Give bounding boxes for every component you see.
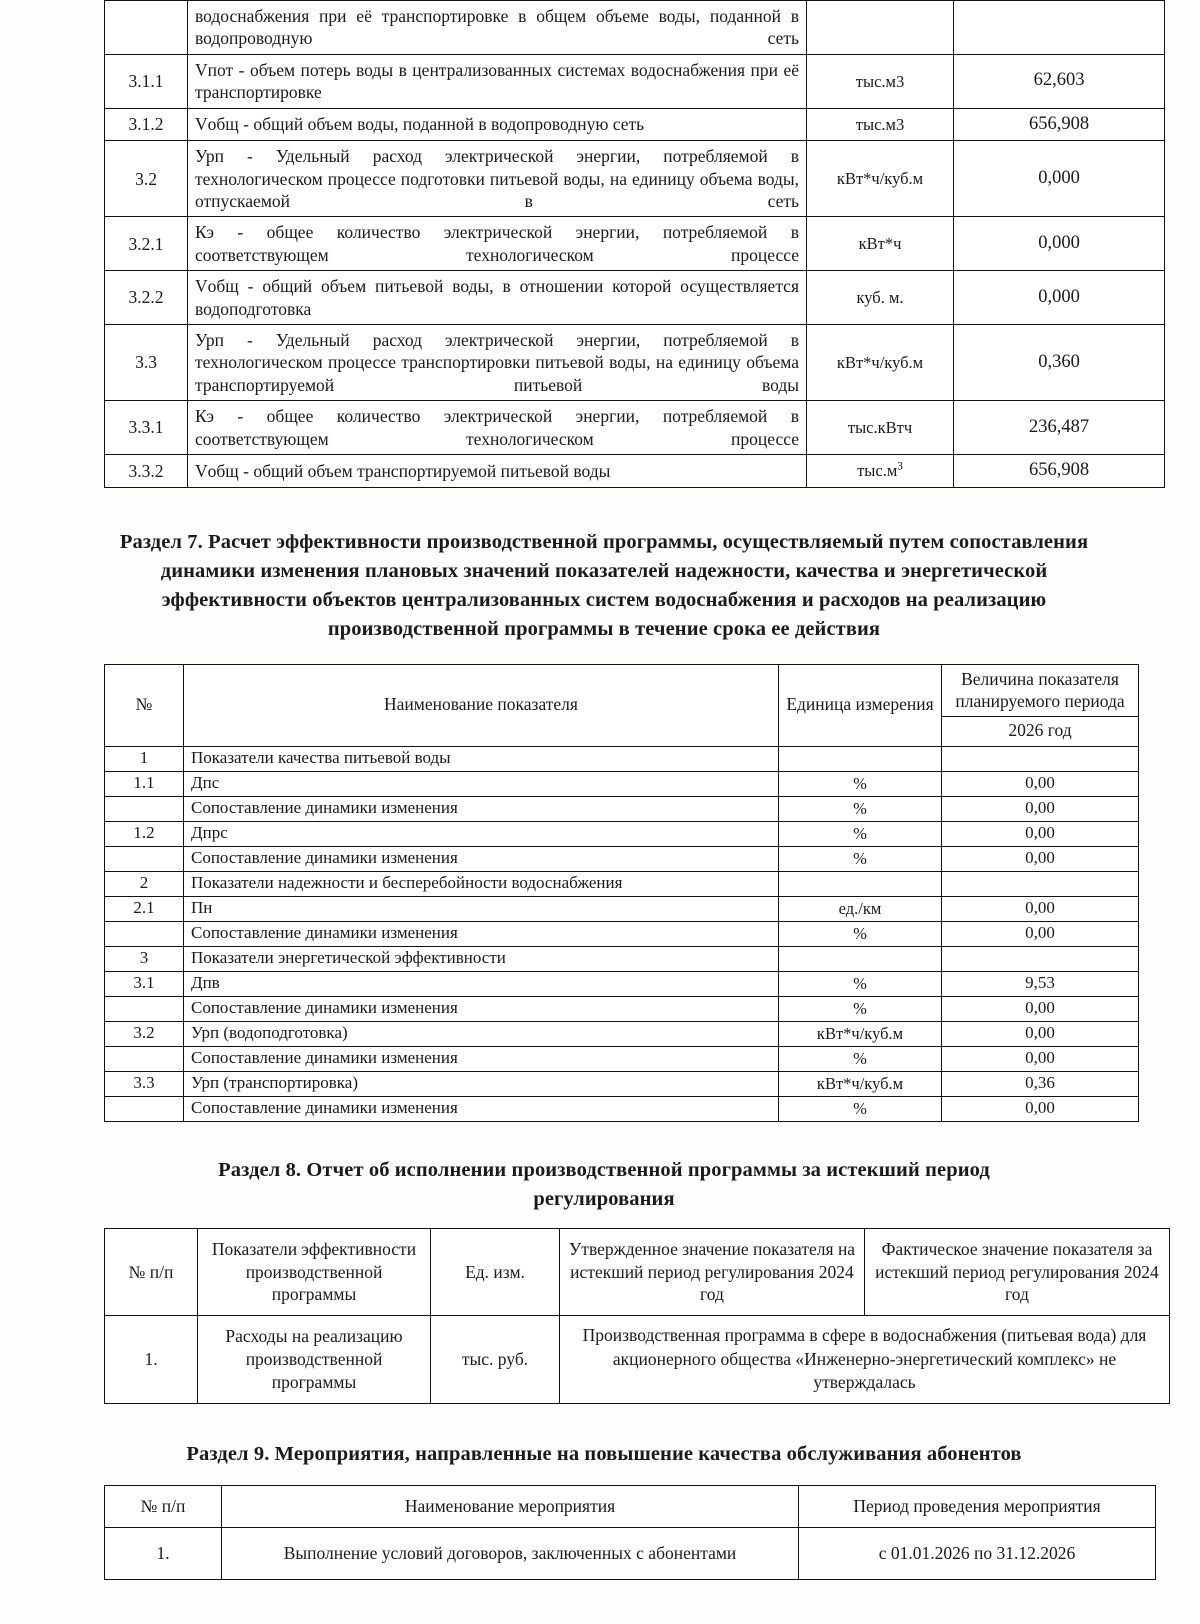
- row-number: 1: [105, 746, 184, 771]
- row-value: 0,00: [942, 1096, 1139, 1121]
- header-value-group: [942, 665, 1139, 747]
- row-value: 0,00: [942, 1021, 1139, 1046]
- row-value: 0,000: [954, 271, 1165, 325]
- table-row: [105, 771, 1139, 796]
- table-row: [105, 324, 1165, 400]
- row-indicator-name: Дпс: [184, 771, 779, 796]
- row-merged-note: Производственная программа в сфере в водоснабжения (питьевая вода) для акционерного общества «Инженерно-энергетический комплекс» не утверждалась: [560, 1316, 1170, 1404]
- table-row: [105, 796, 1139, 821]
- row-unit: [779, 871, 942, 896]
- row-number: 3.2.1: [105, 217, 188, 271]
- header-measure-name: Наименование мероприятия: [222, 1486, 799, 1528]
- header-value-title: Величина показателя планируемого периода: [942, 665, 1138, 717]
- row-unit: %: [779, 796, 942, 821]
- row-unit: кВт*ч: [807, 217, 954, 271]
- row-number: [105, 921, 184, 946]
- row-value: [942, 946, 1139, 971]
- header-approved-value: Утвержденное значение показателя на истекший период регулирования 2024 год: [560, 1228, 865, 1315]
- row-unit: %: [779, 996, 942, 1021]
- row-value: 0,00: [942, 996, 1139, 1021]
- section-9-measures-table: [104, 1485, 1156, 1580]
- row-value: 0,00: [942, 1046, 1139, 1071]
- table-row: [105, 1, 1165, 55]
- row-unit: тыс. руб.: [431, 1316, 560, 1404]
- row-value: 0,000: [954, 141, 1165, 217]
- row-value: 656,908: [954, 454, 1165, 487]
- row-unit: [807, 1, 954, 55]
- header-period: Период проведения мероприятия: [799, 1486, 1156, 1528]
- row-value: [942, 871, 1139, 896]
- table-header-row: [105, 665, 1139, 747]
- table-row: [105, 946, 1139, 971]
- table-row: [105, 217, 1165, 271]
- table-header-row: [105, 1486, 1156, 1528]
- header-number: № п/п: [105, 1486, 222, 1528]
- row-value: 236,487: [954, 401, 1165, 455]
- row-indicator-name: Кэ - общее количество электрической энергии, потребляемой в соответствующем технологическом процессе: [188, 401, 807, 455]
- header-value-year: 2026 год: [1008, 719, 1072, 740]
- row-indicator-name: Дпв: [184, 971, 779, 996]
- section-8-heading-line-1: Раздел 8. Отчет об исполнении производственной программы за истекший период: [218, 1158, 990, 1181]
- table-row: [105, 1071, 1139, 1096]
- row-unit: кВт*ч/куб.м: [807, 141, 954, 217]
- table-row: [105, 1527, 1156, 1579]
- row-number: 3.2: [105, 1021, 184, 1046]
- section-7-efficiency-table: [104, 664, 1139, 1122]
- table-row: [105, 454, 1165, 487]
- row-number: 1.: [105, 1527, 222, 1579]
- header-unit: Ед. изм.: [431, 1228, 560, 1315]
- row-number: 1.: [105, 1316, 198, 1404]
- row-unit: ед./км: [779, 896, 942, 921]
- row-unit: тыс.кВтч: [807, 401, 954, 455]
- row-number: 1.1: [105, 771, 184, 796]
- row-value: 0,36: [942, 1071, 1139, 1096]
- row-indicator-name: Показатели качества питьевой воды: [184, 746, 779, 771]
- row-unit: %: [779, 1096, 942, 1121]
- header-number: №: [105, 665, 184, 747]
- section-7-heading: Раздел 7. Расчет эффективности производственной программы, осуществляемый путем сопоставления динамики изменения плановых значений показателей надежности, качества и энергетической эффективности объектов централизованных систем водоснабжения и расходов на реализацию производственной программы в течение срока ее действия: [119, 530, 1089, 640]
- row-unit: кВт*ч/куб.м: [779, 1071, 942, 1096]
- row-unit: кВт*ч/куб.м: [807, 324, 954, 400]
- unit-superscript: 3: [897, 460, 903, 473]
- row-unit: %: [779, 821, 942, 846]
- row-unit: [807, 454, 954, 487]
- row-value: 0,00: [942, 796, 1139, 821]
- table-row: [105, 1046, 1139, 1071]
- row-number: 3.1: [105, 971, 184, 996]
- row-unit: [779, 946, 942, 971]
- row-value: 0,00: [942, 771, 1139, 796]
- row-indicator-name: Сопоставление динамики изменения: [184, 1046, 779, 1071]
- table-row: [105, 1316, 1170, 1404]
- row-number: 3.3.2: [105, 454, 188, 487]
- row-indicator-name: Vобщ - общий объем питьевой воды, в отношении которой осуществляется водоподготовка: [188, 271, 807, 325]
- row-indicator-name: Показатели надежности и бесперебойности водоснабжения: [184, 871, 779, 896]
- row-number: 3.3.1: [105, 401, 188, 455]
- row-indicator-name: водоснабжения при её транспортировке в общем объеме воды, поданной в водопроводную сеть: [188, 1, 807, 55]
- row-indicator-name: Урп (водоподготовка): [184, 1021, 779, 1046]
- header-indicator-name: Наименование показателя: [184, 665, 779, 747]
- table-row: [105, 141, 1165, 217]
- row-value: [954, 1, 1165, 55]
- row-unit: %: [779, 771, 942, 796]
- row-number: 2: [105, 871, 184, 896]
- row-number: 3.2.2: [105, 271, 188, 325]
- row-number: [105, 996, 184, 1021]
- row-number: 3: [105, 946, 184, 971]
- row-unit: куб. м.: [807, 271, 954, 325]
- row-indicator-name: Сопоставление динамики изменения: [184, 796, 779, 821]
- row-number: 3.3: [105, 1071, 184, 1096]
- row-value: 0,000: [954, 217, 1165, 271]
- row-indicator-name: Сопоставление динамики изменения: [184, 1096, 779, 1121]
- table-row: [105, 896, 1139, 921]
- row-value: [942, 746, 1139, 771]
- table-row: [105, 746, 1139, 771]
- row-number: 1.2: [105, 821, 184, 846]
- row-indicator-name: Сопоставление динамики изменения: [184, 846, 779, 871]
- table-header-row: [105, 1228, 1170, 1315]
- table-row: [105, 54, 1165, 108]
- row-number: 3.3: [105, 324, 188, 400]
- header-indicator: Показатели эффективности производственной программы: [198, 1228, 431, 1315]
- page-content: [104, 0, 1159, 1580]
- row-indicator-name: Сопоставление динамики изменения: [184, 921, 779, 946]
- energy-indicators-table: [104, 0, 1165, 488]
- row-value: 0,00: [942, 921, 1139, 946]
- table-row: [105, 271, 1165, 325]
- row-indicator-name: Пн: [184, 896, 779, 921]
- unit-text: тыс.м: [857, 461, 898, 481]
- row-indicator-name: Vобщ - общий объем транспортируемой питьевой воды: [188, 454, 807, 487]
- section-8-heading-line-2: регулирования: [533, 1187, 675, 1210]
- row-indicator-name: Урп - Удельный расход электрической энергии, потребляемой в технологическом процессе подготовки питьевой воды, на единицу объема воды, отпускаемой в сеть: [188, 141, 807, 217]
- row-number: 2.1: [105, 896, 184, 921]
- row-period: с 01.01.2026 по 31.12.2026: [799, 1527, 1156, 1579]
- row-number: [105, 796, 184, 821]
- row-indicator-name: Vпот - объем потерь воды в централизованных системах водоснабжения при её транспортировке: [188, 54, 807, 108]
- table-row: [105, 1096, 1139, 1121]
- row-number: 3.1.2: [105, 108, 188, 141]
- table-row: [105, 996, 1139, 1021]
- row-unit: %: [779, 846, 942, 871]
- row-number: [105, 1046, 184, 1071]
- row-indicator-name: Урп - Удельный расход электрической энергии, потребляемой в технологическом процессе транспортировки питьевой воды, на единицу объема транспортируемой питьевой воды: [188, 324, 807, 400]
- row-number: [105, 1096, 184, 1121]
- row-indicator-name: Vобщ - общий объем воды, поданной в водопроводную сеть: [188, 108, 807, 141]
- header-unit: Единица измерения: [779, 665, 942, 747]
- section-8-heading: [104, 1156, 1104, 1214]
- row-number: 3.2: [105, 141, 188, 217]
- row-unit: %: [779, 921, 942, 946]
- row-indicator-name: Расходы на реализацию производственной программы: [198, 1316, 431, 1404]
- table-row: [105, 821, 1139, 846]
- row-value: 0,360: [954, 324, 1165, 400]
- row-value: 656,908: [954, 108, 1165, 141]
- row-value: 0,00: [942, 846, 1139, 871]
- row-unit: тыс.м3: [807, 54, 954, 108]
- table-row: [105, 1021, 1139, 1046]
- table-row: [105, 846, 1139, 871]
- row-value: 9,53: [942, 971, 1139, 996]
- header-actual-value: Фактическое значение показателя за истекший период регулирования 2024 год: [865, 1228, 1170, 1315]
- row-number: [105, 1, 188, 55]
- row-unit: %: [779, 971, 942, 996]
- row-value: 0,00: [942, 821, 1139, 846]
- table-row: [105, 921, 1139, 946]
- row-unit: кВт*ч/куб.м: [779, 1021, 942, 1046]
- section-8-report-table: [104, 1228, 1170, 1404]
- row-indicator-name: Дпрс: [184, 821, 779, 846]
- row-unit: [779, 746, 942, 771]
- table-row: [105, 108, 1165, 141]
- header-number: № п/п: [105, 1228, 198, 1315]
- row-unit: %: [779, 1046, 942, 1071]
- row-number: [105, 846, 184, 871]
- row-indicator-name: Кэ - общее количество электрической энергии, потребляемой в соответствующем технологическом процессе: [188, 217, 807, 271]
- table-row: [105, 871, 1139, 896]
- row-measure-name: Выполнение условий договоров, заключенных с абонентами: [222, 1527, 799, 1579]
- table-row: [105, 971, 1139, 996]
- row-indicator-name: Сопоставление динамики изменения: [184, 996, 779, 1021]
- section-9-heading: Раздел 9. Мероприятия, направленные на повышение качества обслуживания абонентов: [186, 1443, 1022, 1465]
- row-unit: тыс.м3: [807, 108, 954, 141]
- row-number: 3.1.1: [105, 54, 188, 108]
- row-value: 62,603: [954, 54, 1165, 108]
- row-indicator-name: Урп (транспортировка): [184, 1071, 779, 1096]
- row-value: 0,00: [942, 896, 1139, 921]
- table-row: [105, 401, 1165, 455]
- row-indicator-name: Показатели энергетической эффективности: [184, 946, 779, 971]
